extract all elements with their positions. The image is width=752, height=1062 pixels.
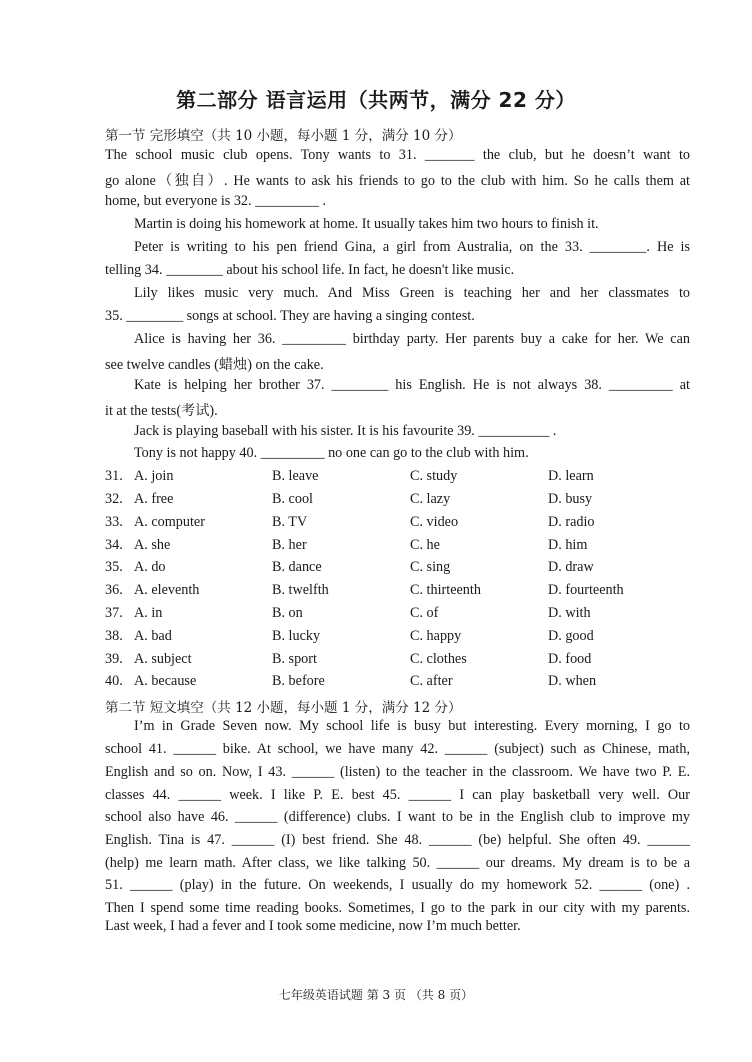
question-number: 31. (105, 468, 123, 484)
option-d: D. fourteenth (548, 582, 624, 598)
question-number: 36. (105, 582, 123, 598)
passage-line: Kate is helping her brother 37. ________ his English. He is not always 38. _________ at (134, 377, 690, 393)
option-row (105, 537, 705, 557)
option-c: C. after (410, 673, 453, 689)
option-c: C. happy (410, 628, 462, 644)
question-number: 37. (105, 605, 123, 621)
question-number: 40. (105, 673, 123, 689)
option-c: C. thirteenth (410, 582, 481, 598)
passage-line: Lily likes music very much. And Miss Green is teaching her and her classmates to (134, 285, 690, 301)
option-row (105, 673, 705, 693)
option-b: B. dance (272, 559, 322, 575)
option-c: C. clothes (410, 651, 467, 667)
option-d: D. learn (548, 468, 594, 484)
option-b: B. on (272, 605, 303, 621)
passage-line: English. Tina is 47. ______ (I) best friend. She 48. ______ (be) helpful. She often 49. ______ (105, 832, 690, 848)
option-d: D. good (548, 628, 594, 644)
option-row (105, 628, 705, 648)
option-d: D. food (548, 651, 592, 667)
option-d: D. him (548, 537, 588, 553)
option-b: B. twelfth (272, 582, 329, 598)
option-a: A. computer (134, 514, 205, 530)
option-a: A. she (134, 537, 171, 553)
option-row (105, 468, 705, 488)
passage-line: see twelve candles (蜡烛) on the cake. (105, 357, 324, 373)
passage-line: The school music club opens. Tony wants to 31. _______ the club, but he doesn’t want to (105, 147, 690, 163)
passage-line: home, but everyone is 32. _________ . (105, 193, 327, 209)
option-b: B. leave (272, 468, 319, 484)
passage-line: Then I spend some time reading books. Sometimes, I go to the park in our city with my parents. (105, 900, 690, 916)
option-a: A. eleventh (134, 582, 200, 598)
option-d: D. draw (548, 559, 594, 575)
option-a: A. do (134, 559, 166, 575)
option-d: D. with (548, 605, 591, 621)
passage-line: go alone（独自）. He wants to ask his friends to go to the club with him. So he calls them at (105, 173, 690, 189)
passage-line: Jack is playing baseball with his sister. It is his favourite 39. __________ . (134, 423, 557, 439)
page-footer: 七年级英语试题 第 3 页 （共 8 页） (278, 988, 474, 1002)
option-d: D. when (548, 673, 597, 689)
section2-heading: 第二节 短文填空（共 12 小题，每小题 1 分，满分 12 分） (105, 700, 462, 716)
option-a: A. free (134, 491, 174, 507)
passage-line: I’m in Grade Seven now. My school life is busy but interesting. Every morning, I go to (134, 718, 690, 734)
option-b: B. TV (272, 514, 308, 530)
passage-line: Alice is having her 36. _________ birthday party. Her parents buy a cake for her. We can (134, 331, 690, 347)
option-c: C. lazy (410, 491, 451, 507)
option-c: C. study (410, 468, 458, 484)
passage-line: (help) me learn math. After class, we like talking 50. ______ our dreams. My dream is to be a (105, 855, 690, 871)
option-row (105, 582, 705, 602)
option-b: B. before (272, 673, 325, 689)
option-b: B. cool (272, 491, 313, 507)
question-number: 32. (105, 491, 123, 507)
option-d: D. radio (548, 514, 595, 530)
question-number: 33. (105, 514, 123, 530)
passage-line: English and so on. Now, I 43. ______ (listen) to the teacher in the classroom. We have two P. E. (105, 764, 690, 780)
option-c: C. he (410, 537, 440, 553)
option-row (105, 514, 705, 534)
passage-line: classes 44. ______ week. I like P. E. best 45. ______ I can play basketball very well. Our (105, 787, 690, 803)
option-row (105, 559, 705, 579)
option-c: C. video (410, 514, 459, 530)
section1-heading: 第一节 完形填空（共 10 小题，每小题 1 分，满分 10 分） (105, 128, 462, 144)
option-c: C. of (410, 605, 439, 621)
option-b: B. her (272, 537, 307, 553)
option-row (105, 651, 705, 671)
passage-line: telling 34. ________ about his school life. In fact, he doesn't like music. (105, 262, 515, 278)
option-a: A. because (134, 673, 197, 689)
passage-line: school also have 46. ______ (difference) clubs. I want to be in the English club to improve my (105, 809, 690, 825)
passage-line: school 41. ______ bike. At school, we have many 42. ______ (subject) such as Chinese, math, (105, 741, 690, 757)
question-number: 38. (105, 628, 123, 644)
page-title: 第二部分 语言运用（共两节，满分 22 分） (176, 88, 576, 112)
passage-line: it at the tests(考试). (105, 403, 218, 419)
option-b: B. lucky (272, 628, 321, 644)
option-row (105, 605, 705, 625)
passage-line: 35. ________ songs at school. They are having a singing contest. (105, 308, 475, 324)
option-c: C. sing (410, 559, 451, 575)
option-a: A. join (134, 468, 174, 484)
option-row (105, 491, 705, 511)
passage-line: Last week, I had a fever and I took some medicine, now I’m much better. (105, 918, 521, 934)
option-d: D. busy (548, 491, 593, 507)
question-number: 39. (105, 651, 123, 667)
question-number: 34. (105, 537, 123, 553)
passage-line: Martin is doing his homework at home. It usually takes him two hours to finish it. (134, 216, 599, 232)
option-a: A. in (134, 605, 163, 621)
passage-line: Peter is writing to his pen friend Gina, a girl from Australia, on the 33. ________. He is (134, 239, 690, 255)
option-b: B. sport (272, 651, 317, 667)
passage-line: Tony is not happy 40. _________ no one can go to the club with him. (134, 445, 529, 461)
question-number: 35. (105, 559, 123, 575)
option-a: A. subject (134, 651, 192, 667)
passage-line: 51. ______ (play) in the future. On weekends, I usually do my homework 52. ______ (one) . (105, 877, 690, 893)
option-a: A. bad (134, 628, 172, 644)
